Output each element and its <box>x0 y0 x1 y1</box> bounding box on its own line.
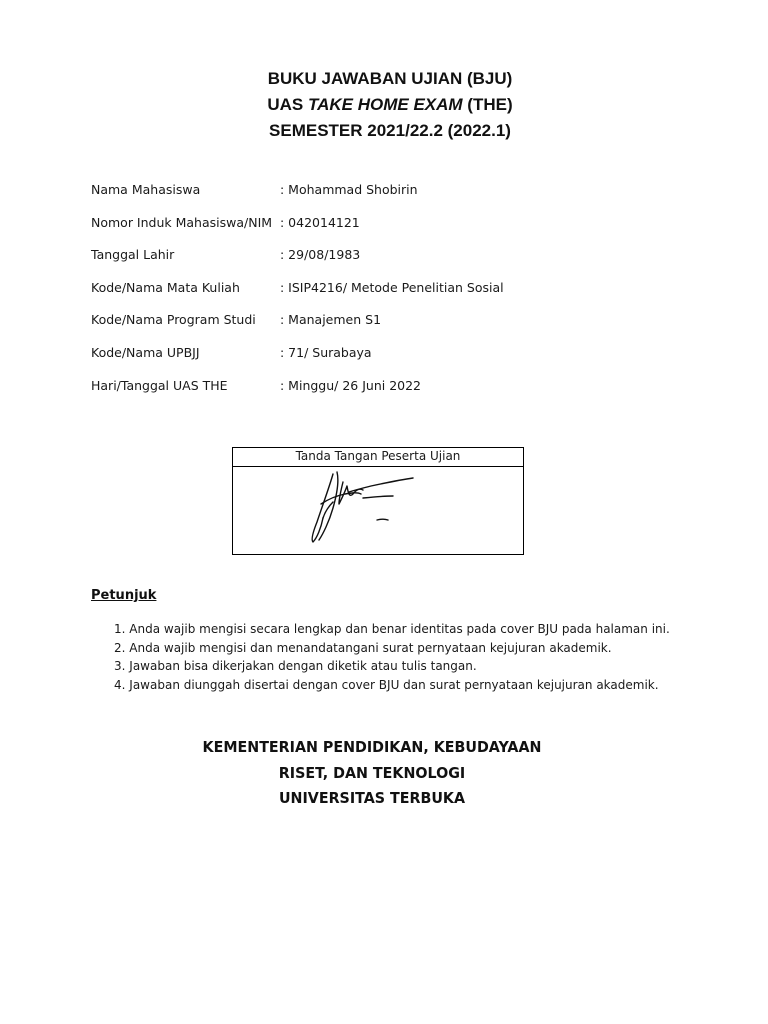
document-title <box>0 66 768 144</box>
identity-label: Hari/Tanggal UAS THE <box>91 377 228 393</box>
list-item-number: 2. <box>114 640 126 655</box>
list-item-text: Jawaban diunggah disertai dengan cover BJU dan surat pernyataan kejujuran akademik. <box>129 678 659 693</box>
list-item <box>114 676 670 695</box>
list-item <box>114 657 670 676</box>
identity-value: : ISIP4216/ Metode Penelitian Sosial <box>280 279 504 295</box>
list-item-number: 1. <box>114 622 126 636</box>
institution-footer <box>30 735 714 812</box>
handwritten-signature <box>293 468 433 552</box>
list-item-number: 3. <box>114 659 126 674</box>
footer-line-2: RISET, DAN TEKNOLOGI <box>278 763 466 782</box>
identity-value: : 042014121 <box>280 214 360 230</box>
identity-label: Kode/Nama UPBJJ <box>91 344 200 360</box>
title-line-2-italic: TAKE HOME EXAM <box>308 95 463 114</box>
signature-label: Tanda Tangan Peserta Ujian <box>233 448 523 467</box>
title-line-2-prefix: UAS <box>267 95 308 114</box>
title-line-2-suffix: (THE) <box>462 95 513 114</box>
footer-line-3: UNIVERSITAS TERBUKA <box>278 789 466 807</box>
identity-label: Kode/Nama Mata Kuliah <box>91 279 240 295</box>
instructions-list <box>114 620 670 695</box>
identity-label: Tanggal Lahir <box>91 247 175 263</box>
identity-value: : 29/08/1983 <box>280 247 361 263</box>
footer-line-1: KEMENTERIAN PENDIDIKAN, KEBUDAYAAN <box>202 738 542 756</box>
title-line-1: BUKU JAWABAN UJIAN (BJU) <box>267 69 513 88</box>
instructions-heading: Petunjuk <box>91 588 157 603</box>
identity-value: : Minggu/ 26 Juni 2022 <box>280 377 422 393</box>
list-item <box>114 639 670 658</box>
identity-label: Nama Mahasiswa <box>91 182 201 197</box>
identity-label: Nomor Induk Mahasiswa/NIM <box>91 214 273 230</box>
identity-value: : Manajemen S1 <box>280 312 382 328</box>
list-item <box>114 620 670 639</box>
list-item-number: 4. <box>114 678 126 693</box>
list-item-text: Anda wajib mengisi dan menandatangani surat pernyataan kejujuran akademik. <box>129 640 612 655</box>
identity-label: Kode/Nama Program Studi <box>91 312 256 328</box>
identity-value: : Mohammad Shobirin <box>280 182 418 197</box>
signature-box <box>232 447 524 555</box>
identity-value: : 71/ Surabaya <box>280 344 372 360</box>
title-line-2 <box>0 92 768 118</box>
title-line-3: SEMESTER 2021/22.2 (2022.1) <box>269 121 511 140</box>
list-item-text: Anda wajib mengisi secara lengkap dan benar identitas pada cover BJU pada halaman ini. <box>129 622 670 636</box>
list-item-text: Jawaban bisa dikerjakan dengan diketik atau tulis tangan. <box>129 659 477 674</box>
